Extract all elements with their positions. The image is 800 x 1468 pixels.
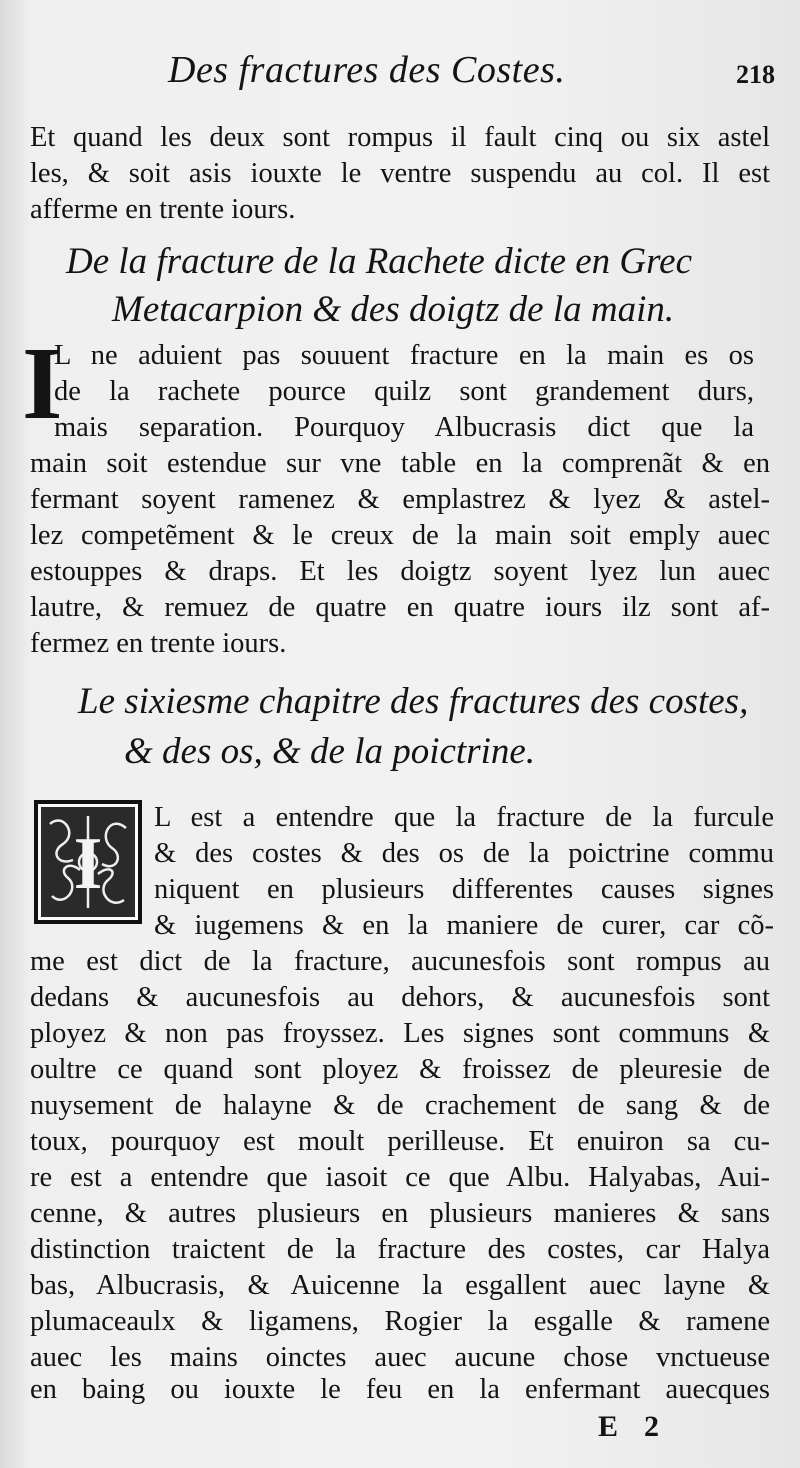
text-line: fermez en trente iours. bbox=[30, 628, 287, 659]
text-line: estouppes & draps. Et les doigtz soyent lyez lun auec bbox=[30, 556, 770, 587]
text-line: nuysement de halayne & de crachement de sang & de bbox=[30, 1090, 770, 1121]
signature-mark bbox=[598, 1410, 685, 1444]
decorated-initial bbox=[34, 800, 142, 924]
text-line: L est a entendre que la fracture de la furcule bbox=[154, 802, 774, 833]
text-line: me est dict de la fracture, aucunesfois sont rompus au bbox=[30, 946, 770, 977]
text-line: afferme en trente iours. bbox=[30, 194, 296, 225]
text-line: & iugemens & en la maniere de curer, car cõ- bbox=[154, 910, 774, 941]
text-line: ployez & non pas froyssez. Les signes sont communs & bbox=[30, 1018, 770, 1049]
text-line: en baing ou iouxte le feu en la enfermant auecques bbox=[30, 1374, 770, 1405]
text-line: cenne, & autres plusieurs en plusieurs manieres & sans bbox=[30, 1198, 770, 1229]
text-line: les, & soit asis iouxte le ventre suspendu au col. Il est bbox=[30, 158, 770, 189]
text-line: mais separation. Pourquoy Albucrasis dict que la bbox=[54, 412, 754, 443]
running-head bbox=[0, 48, 800, 98]
svg-text:I: I bbox=[73, 823, 103, 905]
text-line: lautre, & remuez de quatre en quatre iours ilz sont af- bbox=[30, 592, 770, 623]
text-line: auec les mains oinctes auec aucune chose vnctueuse bbox=[30, 1342, 770, 1373]
chapter-heading-line-2: & des os, & de la poictrine. bbox=[124, 731, 536, 772]
section-heading-line-2: Metacarpion & des doigtz de la main. bbox=[112, 289, 675, 330]
text-line: Et quand les deux sont rompus il fault cinq ou six astel bbox=[30, 122, 770, 153]
text-line: re est a entendre que iasoit ce que Albu. Halyabas, Aui- bbox=[30, 1162, 770, 1193]
text-line: toux, pourquoy est moult perilleuse. Et enuiron sa cu- bbox=[30, 1126, 770, 1157]
text-line: bas, Albucrasis, & Auicenne la esgallent auec layne & bbox=[30, 1270, 770, 1301]
text-line: distinction traictent de la fracture des costes, car Halya bbox=[30, 1234, 770, 1265]
text-line: & des costes & des os de la poictrine commu bbox=[154, 838, 774, 869]
signature-number: 2 bbox=[644, 1410, 660, 1443]
running-title: Des fractures des Costes. bbox=[168, 49, 566, 91]
text-line: lez competẽment & le creux de la main soit emply auec bbox=[30, 520, 770, 551]
ornament-icon bbox=[38, 804, 138, 920]
text-line: dedans & aucunesfois au dehors, & aucunesfois sont bbox=[30, 982, 770, 1013]
text-line: fermant soyent ramenez & emplastrez & lyez & astel- bbox=[30, 484, 770, 515]
text-line: plumaceaulx & ligamens, Rogier la esgalle & ramene bbox=[30, 1306, 770, 1337]
signature-letter: E bbox=[598, 1410, 619, 1443]
section-heading-line-1: De la fracture de la Rachete dicte en Grec bbox=[66, 241, 693, 282]
text-line: oultre ce quand sont ployez & froissez de pleuresie de bbox=[30, 1054, 770, 1085]
page-number: 218 bbox=[736, 60, 775, 89]
drop-cap-initial: I bbox=[22, 326, 63, 441]
text-line: de la rachete pource quilz sont grandement durs, bbox=[54, 376, 754, 407]
text-line: main soit estendue sur vne table en la comprenãt & en bbox=[30, 448, 770, 479]
text-line: L ne aduient pas souuent fracture en la main es os bbox=[54, 340, 754, 371]
chapter-heading-line-1: Le sixiesme chapitre des fractures des costes, bbox=[78, 681, 749, 722]
text-line: niquent en plusieurs differentes causes signes bbox=[154, 874, 774, 905]
